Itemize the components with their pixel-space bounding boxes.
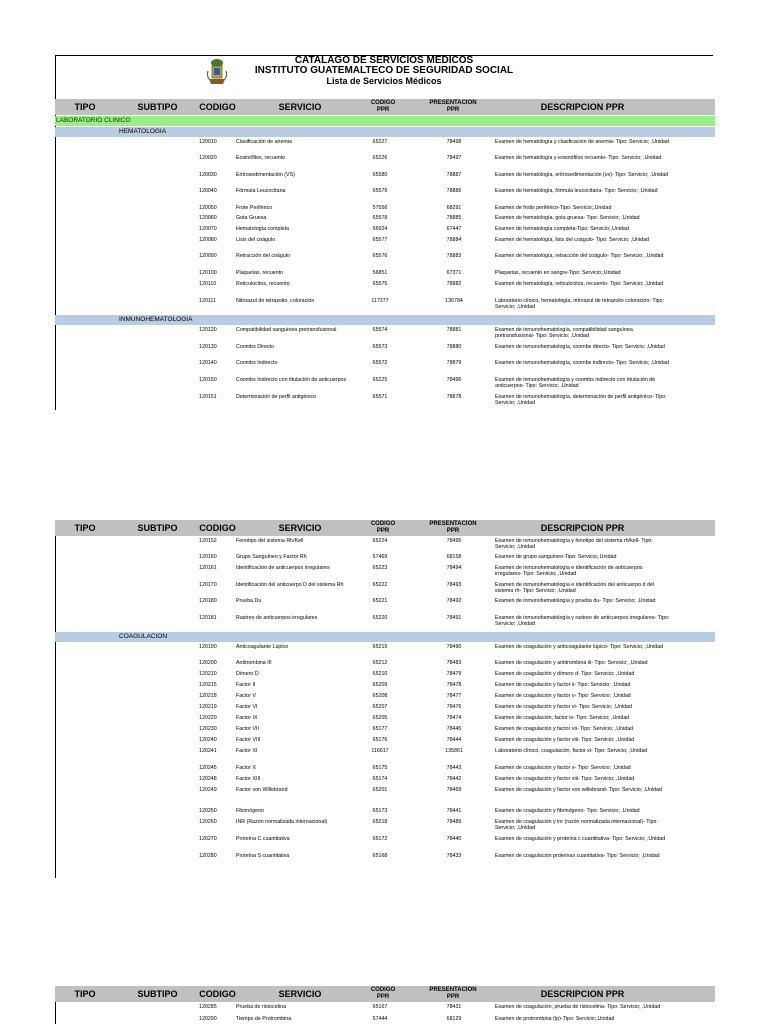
codigo-ppr-cell: 65222: [372, 582, 388, 588]
codigo-cell: 120170: [199, 582, 217, 588]
descripcion-cell: Examen de hematología, fórmula leucocitaria- Tipo: Servicio; ,Unidad: [495, 188, 658, 194]
codigo-cell: 120130: [199, 344, 217, 350]
descripcion-cell: Examen de coagulación y anticoagulante lúpico- Tipo: Servicio; ,Unidad: [495, 644, 664, 650]
servicio-cell: Lisis del coágulo: [236, 237, 276, 243]
col-servicio: SERVICIO: [278, 523, 322, 533]
presentacion-ppr-cell: 78445: [446, 726, 462, 732]
col-descripcion-ppr: DESCRIPCION PPR: [540, 989, 625, 999]
codigo-ppr-cell: 65210: [372, 671, 388, 677]
codigo-ppr-cell: 65576: [372, 253, 388, 259]
descripcion-cell: Examen de coagulación, prueba de ristocetina- Tipo: Servicio; ,Unidad: [495, 1004, 661, 1010]
col-presentacion-ppr: PRESENTACION PPR: [429, 100, 477, 113]
servicio-cell: Prueba Du: [236, 598, 262, 604]
catalog-page-2: [0, 520, 768, 880]
descripcion-cell: Examen de coagulación y factor v- Tipo: Servicio; ,Unidad: [495, 693, 631, 699]
descripcion-cell: Examen de coagulación y factor x- Tipo: Servicio; ,Unidad: [495, 765, 631, 771]
presentacion-ppr-cell: 78881: [446, 327, 462, 333]
codigo-cell: 120161: [199, 565, 217, 571]
descripcion-cell: Examen de coagulación proteínas cuantitativa- Tipo: Servicio; ,Unidad: [495, 853, 660, 859]
descripcion-cell: Examen de coagulación y inr (razón normalizada internacional)- Tipo: Servicio; ,Unidad: [495, 819, 658, 831]
title-line-3: Lista de Servicios Médicos: [326, 76, 442, 86]
servicio-cell: Factor von Willebrand: [236, 787, 288, 793]
col-tipo: TIPO: [74, 523, 96, 533]
descripcion-cell: Examen de coagulación y proteína c cuantitativa- Tipo: Servicio; ,Unidad: [495, 836, 666, 842]
page-left-rule: [55, 520, 56, 878]
servicio-cell: Nitroazul de tetrazolio, coloración: [236, 298, 315, 304]
presentacion-ppr-cell: 78497: [446, 155, 462, 161]
presentacion-ppr-cell: 78477: [446, 693, 462, 699]
codigo-cell: 120120: [199, 327, 217, 333]
codigo-ppr-cell: 57469: [372, 554, 388, 560]
col-codigo-ppr: CODIGO PPR: [370, 100, 396, 113]
servicio-cell: Factor XI: [236, 748, 258, 754]
subtipo-label: COAGULACION: [119, 633, 168, 640]
presentacion-ppr-cell: 78880: [446, 344, 462, 350]
descripcion-cell: Examen de grupo sanguíneo-Tipo: Servicio;,Unidad: [495, 554, 617, 560]
codigo-cell: 120180: [199, 598, 217, 604]
codigo-ppr-cell: 65221: [372, 598, 388, 604]
codigo-ppr-cell: 65201: [372, 787, 388, 793]
descripcion-cell: Examen de coagulación y factor von willebrand- Tipo: Servicio; ,Unidad: [495, 787, 662, 793]
codigo-cell: 120280: [199, 853, 217, 859]
descripcion-cell: Examen de coagulación y antitrombina iii- Tipo: Servicio; ,Unidad: [495, 660, 648, 666]
codigo-ppr-cell: 65167: [372, 1004, 388, 1010]
presentacion-ppr-cell: 78882: [446, 281, 462, 287]
col-codigo-ppr: CODIGO PPR: [370, 521, 396, 534]
descripcion-cell: Examen de inmunohematología, compatibilidad sanguínea pretransfusional- Tipo: Servicio; ,Unidad: [495, 327, 633, 339]
col-descripcion-ppr: DESCRIPCION PPR: [540, 102, 625, 112]
title-line-2: INSTITUTO GUATEMALTECO DE SEGURIDAD SOCIAL: [254, 65, 514, 76]
servicio-cell: Retracción del coágulo: [236, 253, 290, 259]
servicio-cell: Coombs Indirecto: [236, 360, 278, 366]
servicio-cell: Coombs Directo: [236, 344, 274, 350]
catalog-page-3: [0, 986, 768, 1024]
codigo-ppr-cell: 57556: [372, 205, 388, 211]
codigo-cell: 120010: [199, 139, 217, 145]
codigo-ppr-cell: 65207: [372, 704, 388, 710]
servicio-cell: Grupo Sanguíneo y Factor Rh: [236, 554, 307, 560]
descripcion-cell: Examen de frotis periférico-Tipo: Servicio;,Unidad: [495, 205, 612, 211]
codigo-cell: 120110: [199, 281, 217, 287]
codigo-cell: 120248: [199, 776, 217, 782]
servicio-cell: Gota Gruesa: [236, 215, 267, 221]
descripcion-cell: Examen de hematología y eosinófilos recuento- Tipo: Servicio; ,Unidad: [495, 155, 662, 161]
servicio-cell: Factor V: [236, 693, 257, 699]
col-codigo: CODIGO: [199, 523, 236, 533]
codigo-cell: 120240: [199, 737, 217, 743]
codigo-ppr-cell: 65174: [372, 776, 388, 782]
descripcion-cell: Examen de inmunohematología y prueba du- Tipo: Servicio; ,Unidad: [495, 598, 656, 604]
descripcion-cell: Examen de inmunohematología y rastreo de anticuerpos irregulares- Tipo: Servicio; ,Unidad: [495, 615, 670, 627]
presentacion-ppr-cell: 78878: [446, 394, 462, 400]
codigo-ppr-cell: 65574: [372, 327, 388, 333]
presentacion-ppr-cell: 136784: [445, 298, 463, 304]
col-presentacion-ppr: PRESENTACION PPR: [429, 987, 477, 1000]
codigo-ppr-cell: 65212: [372, 660, 388, 666]
presentacion-ppr-cell: 78440: [446, 836, 462, 842]
codigo-cell: 120181: [199, 615, 217, 621]
codigo-cell: 120140: [199, 360, 217, 366]
tipo-label: LABORATORIO CLINICO: [56, 117, 131, 124]
presentacion-ppr-cell: 67371: [446, 270, 462, 276]
codigo-cell: 120190: [199, 644, 217, 650]
descripcion-cell: Examen de hematología, gota gruesa- Tipo: Servicio; ,Unidad: [495, 215, 640, 221]
presentacion-ppr-cell: 78483: [446, 660, 462, 666]
servicio-cell: Hematología completa: [236, 226, 289, 232]
codigo-ppr-cell: 116617: [371, 748, 389, 754]
descripcion-cell: Examen de inmunohematología, determinación de perfil antigénico- Tipo: Servicio; ,Unidad: [495, 394, 667, 406]
descripcion-cell: Examen de hematología completa-Tipo: Servicio;,Unidad: [495, 226, 629, 232]
codigo-ppr-cell: 56924: [372, 226, 388, 232]
servicio-cell: Factor VII: [236, 726, 259, 732]
codigo-cell: 120220: [199, 715, 217, 721]
servicio-cell: Fórmula Leucocitaria: [236, 188, 286, 194]
codigo-cell: 120218: [199, 693, 217, 699]
servicio-cell: Clasificación de anemia: [236, 139, 292, 145]
descripcion-cell: Examen de coagulación y factor viii- Tipo: Servicio; ,Unidad: [495, 737, 635, 743]
col-servicio: SERVICIO: [278, 989, 322, 999]
codigo-ppr-cell: 65580: [372, 172, 388, 178]
descripcion-cell: Examen de coagulación y factor xiii- Tipo: Servicio; ,Unidad: [495, 776, 635, 782]
presentacion-ppr-cell: 78490: [446, 644, 462, 650]
codigo-ppr-cell: 65577: [372, 237, 388, 243]
codigo-cell: 120260: [199, 819, 217, 825]
codigo-cell: 120285: [199, 1004, 217, 1010]
presentacion-ppr-cell: 78443: [446, 765, 462, 771]
presentacion-ppr-cell: 78469: [446, 787, 462, 793]
codigo-cell: 120290: [199, 1016, 217, 1022]
codigo-ppr-cell: 65224: [372, 538, 388, 544]
descripcion-cell: Examen de hematología, retracción del coágulo- Tipo: Servicio; ,Unidad: [495, 253, 664, 259]
presentacion-ppr-cell: 135861: [445, 748, 463, 754]
descripcion-cell: Examen de coagulación y factor vi- Tipo: Servicio; ,Unidad: [495, 704, 632, 710]
presentacion-ppr-cell: 78441: [446, 808, 462, 814]
descripcion-cell: Examen de inmunohematología, coombs indirecto- Tipo: Servicio; ,Unidad: [495, 360, 670, 366]
col-codigo: CODIGO: [199, 102, 236, 112]
servicio-cell: Anticoagulante Lúpico: [236, 644, 289, 650]
descripcion-cell: Laboratorio clínico, hematología, nitroazul de tetrazolio coloración- Tipo: Servicio; ,Unidad: [495, 298, 665, 310]
presentacion-ppr-cell: 78474: [446, 715, 462, 721]
servicio-cell: Proteína C cuantitativa: [236, 836, 290, 842]
descripcion-cell: Examen de coagulación y fibrinógeno- Tipo: Servicio; ,Unidad: [495, 808, 640, 814]
codigo-cell: 120150: [199, 377, 217, 383]
codigo-ppr-cell: 65208: [372, 693, 388, 699]
presentacion-ppr-cell: 78494: [446, 565, 462, 571]
servicio-cell: Reticulocitos, recuento: [236, 281, 290, 287]
codigo-ppr-cell: 117377: [371, 298, 389, 304]
servicio-cell: Coombs Indirecto con titulación de anticuerpos: [236, 377, 347, 383]
codigo-cell: 120100: [199, 270, 217, 276]
servicio-cell: Plaquetas, recuento: [236, 270, 284, 276]
codigo-cell: 120050: [199, 205, 217, 211]
servicio-cell: Rastreo de anticuerpos irregulares: [236, 615, 318, 621]
descripcion-cell: Examen de coagulación y dímero d- Tipo: Servicio; ,Unidad: [495, 671, 635, 677]
presentacion-ppr-cell: 78887: [446, 172, 462, 178]
servicio-cell: Prueba de ristocetina: [236, 1004, 287, 1010]
col-codigo: CODIGO: [199, 989, 236, 999]
codigo-cell: 120215: [199, 682, 217, 688]
descripcion-cell: Laboratorio clínico, coagulación, factor xi- Tipo: Servicio; ,Unidad: [495, 748, 648, 754]
codigo-ppr-cell: 65168: [372, 853, 388, 859]
column-header-bar: [55, 520, 715, 536]
codigo-ppr-cell: 65176: [372, 737, 388, 743]
servicio-cell: Fibrinógeno: [236, 808, 264, 814]
codigo-cell: 120151: [199, 394, 217, 400]
servicio-cell: INR (Razón normalizada internacional): [236, 819, 328, 825]
codigo-ppr-cell: 65226: [372, 155, 388, 161]
presentacion-ppr-cell: 78884: [446, 237, 462, 243]
codigo-ppr-cell: 65579: [372, 188, 388, 194]
descripcion-cell: Examen de inmunohematología e identificación de anticuerpos irregulares- Tipo: Servicio; ,Unidad: [495, 565, 643, 577]
column-header-bar: [55, 986, 715, 1002]
descripcion-cell: Examen de inmunohematología, coombs directo- Tipo: Servicio; ,Unidad: [495, 344, 665, 350]
servicio-cell: Eosinófilos, recuento: [236, 155, 286, 161]
document-title: [0, 56, 768, 86]
descripcion-cell: Examen de coagulación y factor ii- Tipo: Servicio; ,Unidad: [495, 682, 631, 688]
presentacion-ppr-cell: 78495: [446, 538, 462, 544]
codigo-cell: 120040: [199, 188, 217, 194]
servicio-cell: Compatibilidad sanguínea pretransfusional: [236, 327, 337, 333]
subtipo-label: HEMATOLOGIA: [119, 128, 167, 135]
col-subtipo: SUBTIPO: [137, 523, 178, 533]
codigo-cell: 120160: [199, 554, 217, 560]
presentacion-ppr-cell: 78493: [446, 582, 462, 588]
col-descripcion-ppr: DESCRIPCION PPR: [540, 523, 625, 533]
servicio-cell: Factor IX: [236, 715, 258, 721]
codigo-ppr-cell: 65205: [372, 715, 388, 721]
servicio-cell: Identificación de anticuerpos irregulares: [236, 565, 330, 571]
codigo-cell: 120245: [199, 765, 217, 771]
codigo-cell: 120152: [199, 538, 217, 544]
presentacion-ppr-cell: 78492: [446, 598, 462, 604]
presentacion-ppr-cell: 78478: [446, 682, 462, 688]
presentacion-ppr-cell: 68129: [446, 1016, 462, 1022]
codigo-cell: 120230: [199, 726, 217, 732]
codigo-ppr-cell: 65223: [372, 565, 388, 571]
codigo-cell: 120090: [199, 253, 217, 259]
codigo-cell: 120210: [199, 671, 217, 677]
presentacion-ppr-cell: 78886: [446, 188, 462, 194]
descripcion-cell: Plaquetas, recuento en sangre-Tipo: Servicio;,Unidad: [495, 270, 621, 276]
presentacion-ppr-cell: 78879: [446, 360, 462, 366]
presentacion-ppr-cell: 68158: [446, 554, 462, 560]
servicio-cell: Proteína S cuantitativa: [236, 853, 290, 859]
codigo-cell: 120200: [199, 660, 217, 666]
codigo-cell: 120270: [199, 836, 217, 842]
col-subtipo: SUBTIPO: [137, 102, 178, 112]
presentacion-ppr-cell: 78433: [446, 853, 462, 859]
presentacion-ppr-cell: 68291: [446, 205, 462, 211]
descripcion-cell: Examen de hematología y clasificación de anemia- Tipo: Servicio; ,Unidad: [495, 139, 670, 145]
subtipo-band: [55, 632, 715, 642]
catalog-page-1: [0, 55, 768, 415]
presentacion-ppr-cell: 78491: [446, 615, 462, 621]
presentacion-ppr-cell: 78496: [446, 377, 462, 383]
tipo-band: [55, 116, 715, 126]
codigo-cell: 120080: [199, 237, 217, 243]
presentacion-ppr-cell: 67447: [446, 226, 462, 232]
servicio-cell: Frote Periférico: [236, 205, 273, 211]
codigo-ppr-cell: 65575: [372, 281, 388, 287]
servicio-cell: Determinación de perfil antigénico: [236, 394, 317, 400]
descripcion-cell: Examen de inmunohematología e identificación del anticuerpo d del sistema rh- Tipo: Servicio; ,Unidad: [495, 582, 655, 594]
presentacion-ppr-cell: 78431: [446, 1004, 462, 1010]
presentacion-ppr-cell: 78479: [446, 671, 462, 677]
descripcion-cell: Examen de inmunohematología y coombs indirecto con titulación de anticuerpos- Tipo: Servicio; ,Unidad: [495, 377, 656, 389]
presentacion-ppr-cell: 78444: [446, 737, 462, 743]
subtipo-band: [55, 315, 715, 325]
descripcion-cell: Examen de coagulación, factor ix- Tipo: Servicio; ,Unidad: [495, 715, 630, 721]
codigo-ppr-cell: 65227: [372, 139, 388, 145]
codigo-ppr-cell: 56851: [372, 270, 388, 276]
descripcion-cell: Examen de hematología, reticulocitos, recuento- Tipo: Servicio; ,Unidad: [495, 281, 664, 287]
presentacion-ppr-cell: 78476: [446, 704, 462, 710]
servicio-cell: Factor VI: [236, 704, 258, 710]
descripcion-cell: Examen de hematología, lisis del coágulo- Tipo: Servicio; ,Unidad: [495, 237, 649, 243]
presentacion-ppr-cell: 78442: [446, 776, 462, 782]
codigo-cell: 120249: [199, 787, 217, 793]
codigo-ppr-cell: 65172: [372, 836, 388, 842]
codigo-cell: 120070: [199, 226, 217, 232]
col-tipo: TIPO: [74, 989, 96, 999]
codigo-ppr-cell: 65177: [372, 726, 388, 732]
codigo-ppr-cell: 65219: [372, 644, 388, 650]
codigo-ppr-cell: 65225: [372, 377, 388, 383]
codigo-ppr-cell: 57444: [372, 1016, 388, 1022]
codigo-ppr-cell: 65209: [372, 682, 388, 688]
col-subtipo: SUBTIPO: [137, 989, 178, 999]
servicio-cell: Factor XIII: [236, 776, 261, 782]
col-tipo: TIPO: [74, 102, 96, 112]
servicio-cell: Factor X: [236, 765, 257, 771]
col-presentacion-ppr: PRESENTACION PPR: [429, 521, 477, 534]
presentacion-ppr-cell: 78883: [446, 253, 462, 259]
codigo-cell: 120111: [199, 298, 216, 304]
title-line-1: CATALAGO DE SERVICIOS MEDICOS: [294, 55, 474, 66]
codigo-ppr-cell: 65573: [372, 344, 388, 350]
descripcion-cell: Examen de coagulación y factor vii- Tipo: Servicio; ,Unidad: [495, 726, 634, 732]
codigo-cell: 120030: [199, 172, 217, 178]
codigo-ppr-cell: 65571: [372, 394, 388, 400]
column-header-bar: [55, 99, 715, 115]
codigo-ppr-cell: 65572: [372, 360, 388, 366]
servicio-cell: Antitrombina III: [236, 660, 272, 666]
presentacion-ppr-cell: 78885: [446, 215, 462, 221]
codigo-cell: 120250: [199, 808, 217, 814]
descripcion-cell: Examen de protrombina (tp)-Tipo: Servicio;,Unidad: [495, 1016, 615, 1022]
servicio-cell: Factor II: [236, 682, 256, 688]
presentacion-ppr-cell: 78489: [446, 819, 462, 825]
codigo-cell: 120020: [199, 155, 217, 161]
codigo-cell: 120219: [199, 704, 217, 710]
subtipo-band: [55, 127, 715, 137]
codigo-ppr-cell: 65578: [372, 215, 388, 221]
codigo-cell: 120060: [199, 215, 217, 221]
col-servicio: SERVICIO: [278, 102, 322, 112]
servicio-cell: Tiempo de Protrombina: [236, 1016, 292, 1022]
presentacion-ppr-cell: 78498: [446, 139, 462, 145]
descripcion-cell: Examen de hematología, eritrosedimentación (vs)- Tipo: Servicio; ,Unidad: [495, 172, 669, 178]
codigo-ppr-cell: 65220: [372, 615, 388, 621]
servicio-cell: Factor VIII: [236, 737, 261, 743]
subtipo-label: INMUNOHEMATOLOGIA: [119, 316, 193, 323]
codigo-ppr-cell: 65173: [372, 808, 388, 814]
servicio-cell: Identificación del anticuerpo D del sistema Rh: [236, 582, 344, 588]
servicio-cell: Fenotipo del sistema Rh/Kell: [236, 538, 304, 544]
descripcion-cell: Examen de inmunohematología y fenotipo del sistema rh/kell- Tipo: Servicio; ,Unidad: [495, 538, 653, 550]
servicio-cell: Eritrosedimentación (VS): [236, 172, 295, 178]
col-codigo-ppr: CODIGO PPR: [370, 987, 396, 1000]
codigo-cell: 120241: [199, 748, 217, 754]
servicio-cell: Dímero D: [236, 671, 259, 677]
codigo-ppr-cell: 65175: [372, 765, 388, 771]
codigo-ppr-cell: 65218: [372, 819, 388, 825]
